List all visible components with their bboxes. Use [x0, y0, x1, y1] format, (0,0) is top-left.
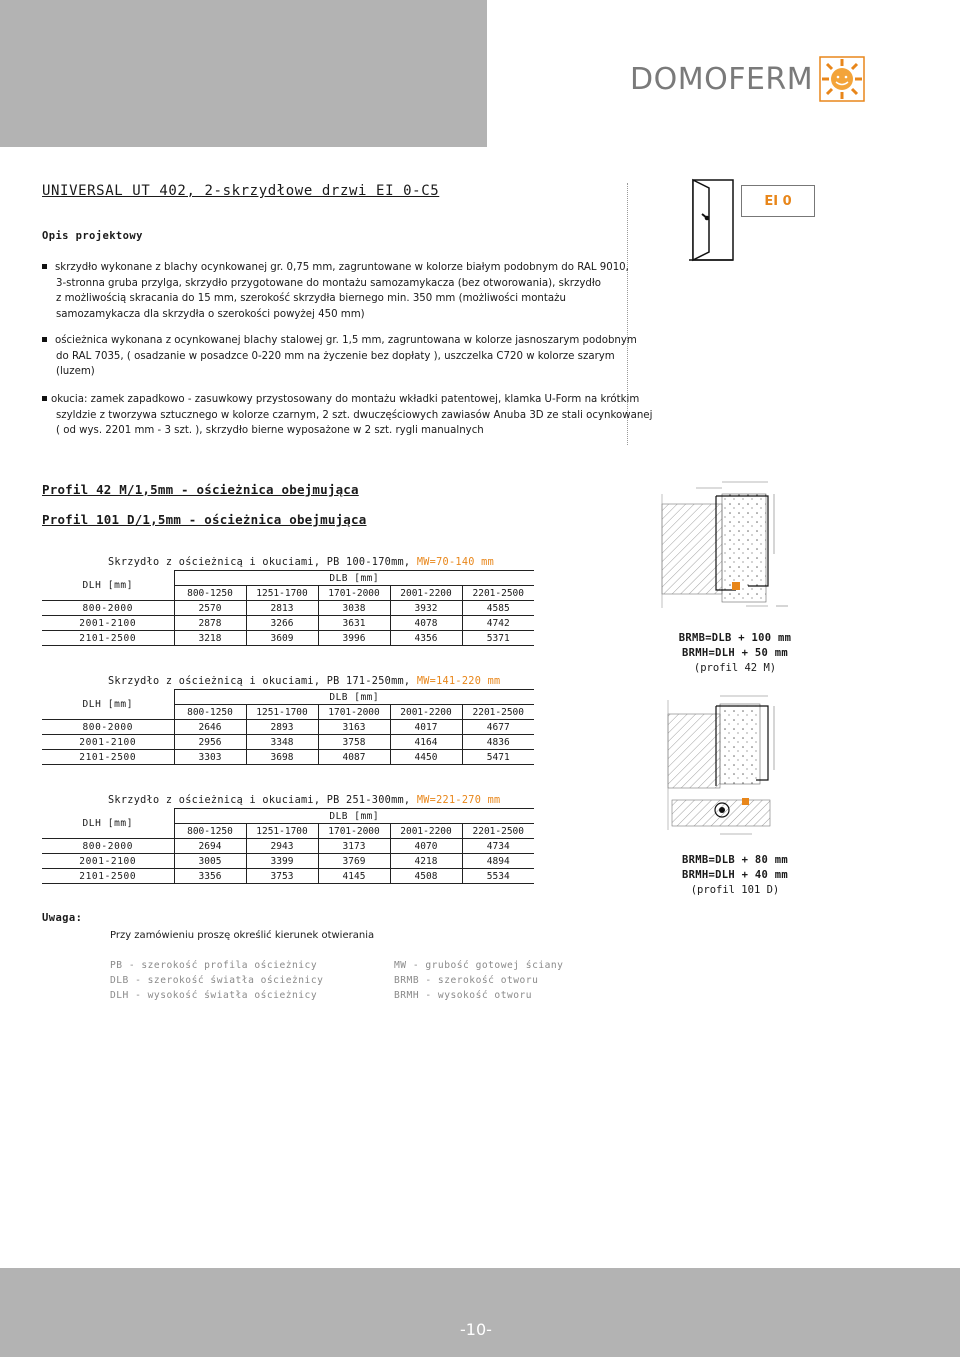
price-table-3 — [42, 808, 534, 884]
bullet-icon — [42, 337, 47, 342]
section-subtitle: Opis projektowy — [42, 230, 143, 242]
header-gray-block — [0, 0, 487, 147]
note-heading: Uwaga: — [42, 912, 83, 924]
column-header: 1251-1700 — [246, 586, 318, 601]
profile-42-drawing-icon — [656, 474, 796, 622]
profile-101-drawing-icon — [660, 690, 800, 840]
table-1-caption: Skrzydło z ościeżnicą i okuciami, PB 100-170mm, MW=70-140 mm — [108, 557, 495, 568]
order-note: Przy zamówieniu proszę określić kierunek otwierania — [110, 930, 375, 941]
column-header: 1701-2000 — [318, 824, 390, 839]
profile-42-title: Profil 42 M/1,5mm - ościeżnica obejmująca — [42, 482, 359, 497]
price-table-2 — [42, 689, 534, 765]
column-header: 2001-2200 — [390, 705, 462, 720]
brand-name: DOMOFERM — [630, 61, 814, 97]
column-header: 1701-2000 — [318, 705, 390, 720]
price-table-1 — [42, 570, 534, 646]
legend-right: MW - grubość gotowej ściany BRMB - szerokość otworu BRMH - wysokość otworu — [394, 960, 564, 1001]
column-header: 1251-1700 — [246, 824, 318, 839]
table-3-caption: Skrzydło z ościeżnicą i okuciami, PB 251-300mm, MW=221-270 mm — [108, 795, 501, 806]
table-2-caption: Skrzydło z ościeżnicą i okuciami, PB 171-250mm, MW=141-220 mm — [108, 676, 501, 687]
sun-logo-icon — [819, 56, 865, 102]
page-title: UNIVERSAL UT 402, 2-skrzydłowe drzwi EI 0-C5 — [42, 183, 440, 199]
legend-left: PB - szerokość profila ościeżnicy DLB - szerokość światła ościeżnicy DLH - wysokość światła ościeżnicy — [110, 960, 324, 1001]
footer-gray-block — [0, 1268, 960, 1357]
table-row: 800-2000 2646 2893 3163 4017 4677 — [42, 720, 534, 735]
page-number: -10- — [460, 1320, 492, 1339]
dlh-header: DLH [mm] — [82, 579, 134, 591]
column-header: 1251-1700 — [246, 705, 318, 720]
dlb-header: DLB [mm] — [174, 571, 534, 586]
table-row: 2101-2500 3356 3753 4145 4508 5534 — [42, 869, 534, 884]
table-row: 2001-2100 3005 3399 3769 4218 4894 — [42, 854, 534, 869]
profile-101-title: Profil 101 D/1,5mm - ościeżnica obejmująca — [42, 512, 367, 527]
table-row: 2101-2500 3218 3609 3996 4356 5371 — [42, 631, 534, 646]
column-header: 2001-2200 — [390, 586, 462, 601]
description-paragraph-1: skrzydło wykonane z blachy ocynkowanej gr. 0,75 mm, zagruntowane w kolorze białym podobnym do RAL 9010, 3-stronna gruba przylga, skrzydło przygotowane do montażu samozamykacza (bez otworowania), skrzydło z możliwością skracania do 15 mm, szerokość skrzydła biernego min. 350 mm (możliwości montażu samozamykacza dla skrzydła o szerokości powyżej 450 mm) — [42, 260, 629, 322]
column-header: 2201-2500 — [462, 824, 534, 839]
table-row: 800-2000 2694 2943 3173 4070 4734 — [42, 839, 534, 854]
column-header: 2201-2500 — [462, 586, 534, 601]
column-header: 800-1250 — [174, 705, 246, 720]
note-profile-101: BRMB=DLB + 80 mm BRMH=DLH + 40 mm (profil 101 D) — [682, 854, 788, 896]
dlh-header: DLH [mm] — [82, 698, 134, 710]
brand-logo — [630, 56, 865, 102]
table-row: 2101-2500 3303 3698 4087 4450 5471 — [42, 750, 534, 765]
bullet-icon — [42, 396, 47, 401]
column-header: 2201-2500 — [462, 705, 534, 720]
description-paragraph-2: ościeżnica wykonana z ocynkowanej blachy stalowej gr. 1,5 mm, zagruntowana w kolorze jasnoszarym podobnym do RAL 7035, ( osadzanie w posadzce 0-220 mm na życzenie bez dopłaty ), uszczelka C720 w kolorze szarym (luzem) — [42, 333, 637, 380]
dlh-header: DLH [mm] — [82, 817, 134, 829]
dlb-header: DLB [mm] — [174, 690, 534, 705]
column-header: 1701-2000 — [318, 586, 390, 601]
door-icon — [687, 178, 737, 262]
column-header: 2001-2200 — [390, 824, 462, 839]
fire-class-badge: EI 0 — [741, 185, 815, 217]
column-header: 800-1250 — [174, 824, 246, 839]
dlb-header: DLB [mm] — [174, 809, 534, 824]
column-header: 800-1250 — [174, 586, 246, 601]
description-paragraph-3: okucia: zamek zapadkowo - zasuwkowy przystosowany do montażu wkładki patentowej, klamka U-Form na krótkim szyldzie z tworzywa sztucznego w kolorze czarnym, 2 szt. dwuczęściowych zawiasów Anuba 3D ze stali ocynkowanej ( od wys. 2201 mm - 3 szt. ), skrzydło bierne wyposażone w 2 szt. rygli manualnych — [42, 392, 652, 439]
note-profile-42: BRMB=DLB + 100 mm BRMH=DLH + 50 mm (profil 42 M) — [678, 632, 792, 674]
table-row: 800-2000 2570 2813 3038 3932 4585 — [42, 601, 534, 616]
table-row: 2001-2100 2878 3266 3631 4078 4742 — [42, 616, 534, 631]
table-row: 2001-2100 2956 3348 3758 4164 4836 — [42, 735, 534, 750]
bullet-icon — [42, 264, 47, 269]
